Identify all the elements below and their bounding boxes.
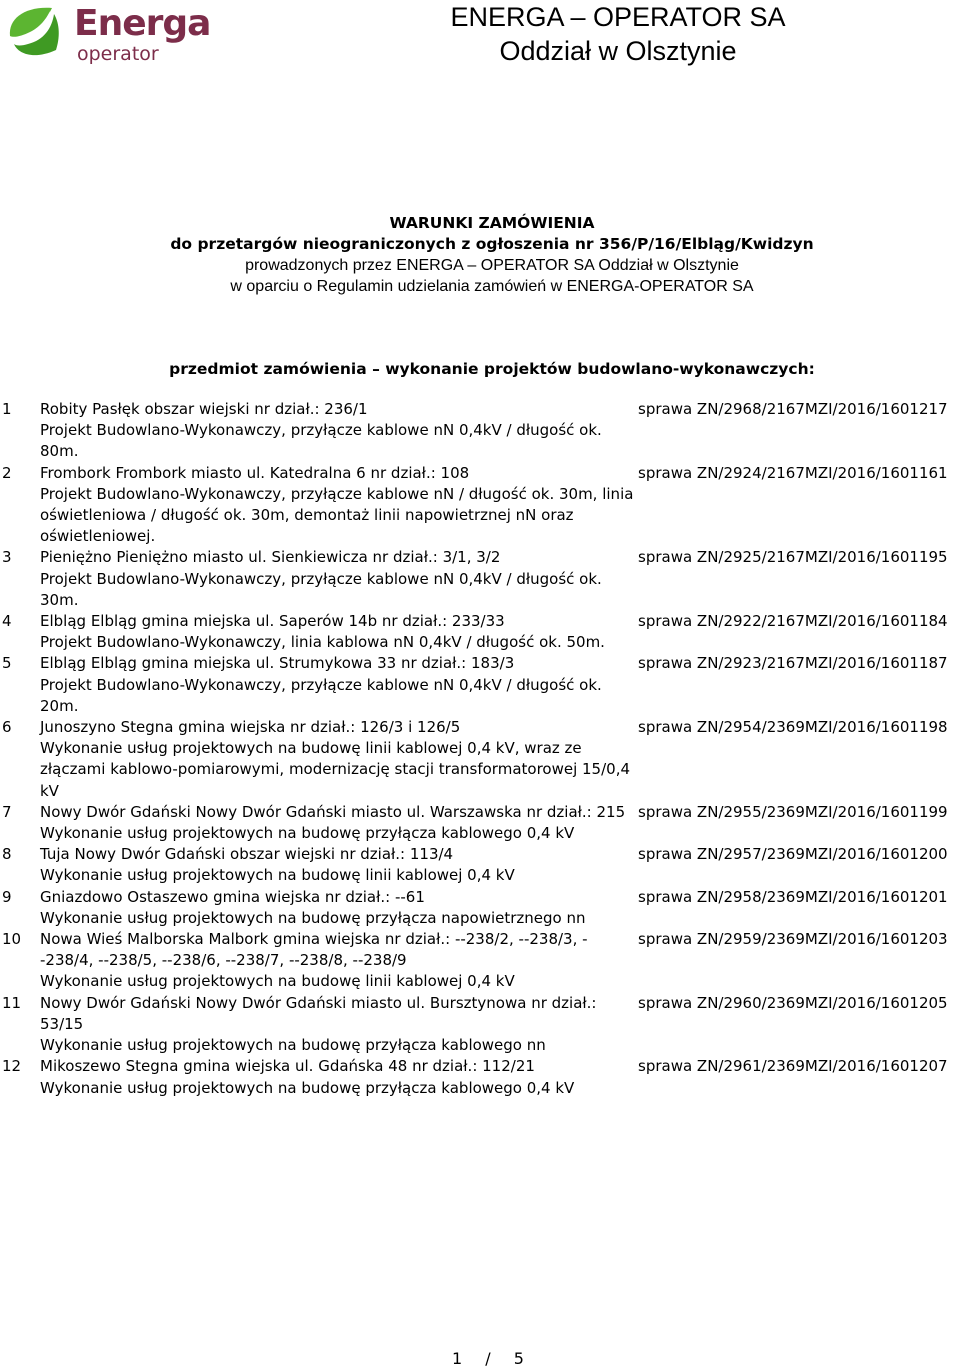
item-scope: Wykonanie usług projektowych na budowę linii kablowej 0,4 kV	[40, 866, 515, 885]
item-description	[40, 1056, 636, 1098]
total-pages: 5	[513, 1349, 524, 1368]
item-scope: Wykonanie usług projektowych na budowę przyłącza kablowego nn	[40, 1036, 546, 1055]
item-scope: Wykonanie usług projektowych na budowę przyłącza napowietrznego nn	[40, 908, 586, 927]
item-location: Robity Pasłęk obszar wiejski nr dział.: 236/1	[40, 400, 368, 418]
item-number: 8	[2, 845, 12, 864]
item-location: Gniazdowo Ostaszewo gmina wiejska nr dział.: --61	[40, 887, 425, 906]
list-item	[0, 611, 960, 653]
list-item	[0, 844, 960, 886]
item-number: 6	[2, 718, 12, 737]
item-number: 3	[2, 548, 12, 567]
item-description	[40, 844, 636, 886]
list-item	[0, 717, 960, 802]
case-reference: sprawa ZN/2954/2369MZI/2016/1601198	[638, 718, 948, 737]
item-scope: Projekt Budowlano-Wykonawczy, przyłącze kablowe nN / długość ok. 30m, linia oświetleniowa / długość ok. 30m, demontaż linii napowietrznej nN oraz oświetleniowej.	[40, 484, 634, 546]
item-scope: Projekt Budowlano-Wykonawczy, przyłącze kablowe nN 0,4kV / długość ok. 80m.	[40, 421, 602, 461]
list-item	[0, 887, 960, 929]
case-reference: sprawa ZN/2955/2369MZI/2016/1601199	[638, 802, 948, 821]
list-item	[0, 929, 960, 993]
intro-block	[0, 213, 960, 297]
item-location: Junoszyno Stegna gmina wiejska nr dział.: 126/3 i 126/5	[40, 718, 461, 737]
item-scope: Projekt Budowlano-Wykonawczy, przyłącze kablowe nN 0,4kV / długość ok. 30m.	[40, 569, 602, 609]
item-description	[40, 887, 636, 929]
item-description	[40, 611, 636, 653]
order-subject: przedmiot zamówienia – wykonanie projektów budowlano-wykonawczych:	[169, 360, 815, 378]
item-number: 2	[2, 463, 12, 482]
case-reference: sprawa ZN/2957/2369MZI/2016/1601200	[638, 845, 948, 864]
item-location: Nowy Dwór Gdański Nowy Dwór Gdański miasto ul. Warszawska nr dział.: 215	[40, 802, 626, 821]
item-description	[40, 463, 636, 548]
item-description	[40, 929, 636, 993]
tender-reference: do przetargów nieograniczonych z ogłoszenia nr 356/P/16/Elbląg/Kwidzyn	[170, 235, 814, 253]
order-items-list	[0, 399, 960, 1099]
page-number	[452, 1348, 524, 1370]
item-scope: Wykonanie usług projektowych na budowę linii kablowej 0,4 kV	[40, 972, 515, 991]
conducted-by: prowadzonych przez ENERGA – OPERATOR SA Oddział w Olsztynie	[245, 257, 739, 274]
item-scope: Projekt Budowlano-Wykonawczy, linia kablowa nN 0,4kV / długość ok. 50m.	[40, 633, 605, 652]
item-scope: Projekt Budowlano-Wykonawczy, przyłącze kablowe nN 0,4kV / długość ok. 20m.	[40, 675, 602, 715]
item-number: 1	[2, 400, 12, 418]
item-number: 12	[2, 1057, 22, 1076]
logo-wordmark: Energa	[74, 3, 211, 44]
item-number: 9	[2, 887, 12, 906]
item-scope: Wykonanie usług projektowych na budowę linii kablowej 0,4 kV, wraz ze złączami kablowo-pomiarowymi, modernizację stacji transformatorowej 15/0,4 kV	[40, 739, 631, 800]
item-description	[40, 399, 636, 463]
item-number: 10	[2, 930, 22, 949]
case-reference: sprawa ZN/2961/2369MZI/2016/1601207	[638, 1057, 948, 1076]
item-location: Elbląg Elbląg gmina miejska ul. Saperów 14b nr dział.: 233/33	[40, 612, 505, 631]
item-number: 4	[2, 612, 12, 631]
item-description	[40, 993, 636, 1057]
item-scope: Wykonanie usług projektowych na budowę przyłącza kablowego 0,4 kV	[40, 1078, 575, 1097]
list-item	[0, 993, 960, 1057]
item-location: Frombork Frombork miasto ul. Katedralna 6 nr dział.: 108	[40, 463, 470, 482]
item-location: Nowy Dwór Gdański Nowy Dwór Gdański miasto ul. Bursztynowa nr dział.: 53/15	[40, 993, 597, 1033]
list-item	[0, 399, 960, 463]
list-item	[0, 653, 960, 717]
case-reference: sprawa ZN/2922/2167MZI/2016/1601184	[638, 612, 948, 631]
current-page: 1	[452, 1349, 463, 1368]
item-number: 5	[2, 654, 12, 673]
list-item	[0, 1056, 960, 1098]
item-description	[40, 653, 636, 717]
leaf-logo-icon	[4, 4, 68, 64]
list-item	[0, 547, 960, 611]
case-reference: sprawa ZN/2958/2369MZI/2016/1601201	[638, 887, 948, 906]
energa-operator-logo	[4, 2, 211, 68]
item-location: Pieniężno Pieniężno miasto ul. Sienkiewicza nr dział.: 3/1, 3/2	[40, 548, 501, 567]
case-reference: sprawa ZN/2959/2369MZI/2016/1601203	[638, 930, 948, 949]
logo-subtitle: operator	[77, 43, 159, 65]
item-scope: Wykonanie usług projektowych na budowę przyłącza kablowego 0,4 kV	[40, 824, 575, 843]
regulation-basis: w oparciu o Regulamin udzielania zamówień w ENERGA-OPERATOR SA	[230, 278, 754, 295]
item-number: 11	[2, 993, 22, 1012]
case-reference: sprawa ZN/2925/2167MZI/2016/1601195	[638, 548, 948, 567]
case-reference: sprawa ZN/2968/2167MZI/2016/1601217	[638, 400, 948, 418]
item-location: Elbląg Elbląg gmina miejska ul. Strumykowa 33 nr dział.: 183/3	[40, 654, 515, 673]
branch-name: Oddział w Olsztynie	[499, 36, 737, 66]
case-reference: sprawa ZN/2960/2369MZI/2016/1601205	[638, 993, 948, 1012]
item-location: Tuja Nowy Dwór Gdański obszar wiejski nr dział.: 113/4	[40, 845, 454, 864]
list-item	[0, 463, 960, 548]
item-description	[40, 717, 636, 802]
case-reference: sprawa ZN/2923/2167MZI/2016/1601187	[638, 654, 948, 673]
company-name: ENERGA – OPERATOR SA	[450, 2, 786, 32]
list-item	[0, 802, 960, 844]
document-title: WARUNKI ZAMÓWIENIA	[389, 214, 595, 232]
case-reference: sprawa ZN/2924/2167MZI/2016/1601161	[638, 463, 948, 482]
item-location: Mikoszewo Stegna gmina wiejska ul. Gdańska 48 nr dział.: 112/21	[40, 1057, 535, 1076]
page-separator: /	[485, 1349, 491, 1368]
item-description	[40, 547, 636, 611]
item-number: 7	[2, 802, 12, 821]
item-location: Nowa Wieś Malborska Malbork gmina wiejska nr dział.: --238/2, --238/3, --238/4, --238/5, --238/6, --238/7, --238/8, --238/9	[40, 930, 588, 970]
item-description	[40, 802, 636, 844]
